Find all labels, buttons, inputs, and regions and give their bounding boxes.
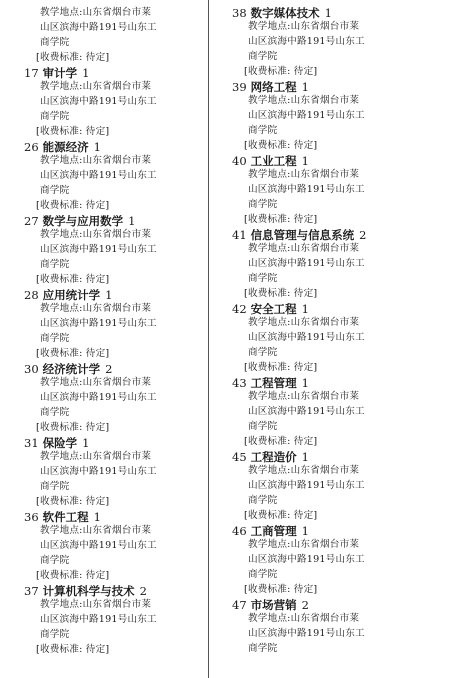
major-entry-heading bbox=[232, 6, 422, 20]
major-entry-heading bbox=[232, 80, 422, 94]
teaching-location-text: 教学地点:山东省烟台市莱 bbox=[40, 7, 152, 18]
enrollment-count: 2 bbox=[139, 584, 147, 598]
teaching-location-text: 山区滨海中路191号山东工 bbox=[248, 184, 365, 195]
major-entry bbox=[232, 598, 422, 657]
enrollment-count: 2 bbox=[301, 598, 309, 612]
enrollment-count: 1 bbox=[105, 288, 113, 302]
major-number: 45 bbox=[232, 450, 247, 464]
teaching-location-text: 商学院 bbox=[40, 481, 70, 492]
teaching-location-text: 教学地点:山东省烟台市莱 bbox=[40, 525, 152, 536]
major-name: 经济统计学 bbox=[42, 362, 101, 376]
enrollment-count: 1 bbox=[93, 510, 101, 524]
teaching-location-text: 山区滨海中路191号山东工 bbox=[40, 540, 157, 551]
major-entry bbox=[24, 214, 199, 288]
major-number: 28 bbox=[24, 288, 39, 302]
teaching-location-text: 山区滨海中路191号山东工 bbox=[40, 318, 157, 329]
teaching-location-text: 教学地点:山东省烟台市莱 bbox=[248, 613, 360, 624]
fee-standard-text: [收费标准: 待定] bbox=[36, 52, 110, 63]
teaching-location-text: 教学地点:山东省烟台市莱 bbox=[248, 169, 360, 180]
teaching-location-text: 山区滨海中路191号山东工 bbox=[248, 554, 365, 565]
teaching-location-text: 商学院 bbox=[248, 347, 278, 358]
fee-standard-text: [收费标准: 待定] bbox=[244, 288, 318, 299]
teaching-location-text: 商学院 bbox=[40, 555, 70, 566]
enrollment-count: 2 bbox=[359, 228, 367, 242]
fee-standard-text: [收费标准: 待定] bbox=[244, 214, 318, 225]
teaching-location-text: 教学地点:山东省烟台市莱 bbox=[248, 95, 360, 106]
left-column bbox=[24, 6, 199, 658]
fee-standard-text: [收费标准: 待定] bbox=[36, 422, 110, 433]
teaching-location-text: 商学院 bbox=[40, 407, 70, 418]
major-name: 安全工程 bbox=[250, 302, 297, 316]
teaching-location-text: 山区滨海中路191号山东工 bbox=[248, 628, 365, 639]
major-name: 数学与应用数学 bbox=[42, 214, 124, 228]
major-name: 计算机科学与技术 bbox=[42, 584, 135, 598]
major-entry-heading bbox=[24, 510, 199, 524]
major-entry bbox=[232, 228, 422, 302]
enrollment-count: 1 bbox=[93, 140, 101, 154]
major-number: 41 bbox=[232, 228, 247, 242]
major-entry-heading bbox=[232, 450, 422, 464]
major-name: 应用统计学 bbox=[42, 288, 101, 302]
major-name: 工程造价 bbox=[250, 450, 297, 464]
major-name: 工业工程 bbox=[250, 154, 297, 168]
teaching-location-text: 教学地点:山东省烟台市莱 bbox=[248, 21, 360, 32]
major-number: 40 bbox=[232, 154, 247, 168]
major-number: 37 bbox=[24, 584, 39, 598]
enrollment-count: 1 bbox=[82, 436, 90, 450]
teaching-location-text: 山区滨海中路191号山东工 bbox=[248, 36, 365, 47]
teaching-location-text: 教学地点:山东省烟台市莱 bbox=[40, 451, 152, 462]
enrollment-count: 1 bbox=[301, 302, 309, 316]
fee-standard-text: [收费标准: 待定] bbox=[244, 584, 318, 595]
major-entry bbox=[24, 584, 199, 658]
major-entry bbox=[232, 450, 422, 524]
major-number: 30 bbox=[24, 362, 39, 376]
teaching-location-text: 教学地点:山东省烟台市莱 bbox=[40, 81, 152, 92]
major-entry-heading bbox=[24, 140, 199, 154]
major-entry bbox=[24, 288, 199, 362]
major-name: 工程管理 bbox=[250, 376, 297, 390]
major-name: 数字媒体技术 bbox=[250, 6, 320, 20]
major-number: 42 bbox=[232, 302, 247, 316]
enrollment-count: 1 bbox=[301, 524, 309, 538]
major-number: 17 bbox=[24, 66, 39, 80]
teaching-location-text: 商学院 bbox=[248, 569, 278, 580]
major-name: 网络工程 bbox=[250, 80, 297, 94]
major-name: 市场营销 bbox=[250, 598, 297, 612]
teaching-location-text: 商学院 bbox=[248, 495, 278, 506]
teaching-location-text: 教学地点:山东省烟台市莱 bbox=[248, 391, 360, 402]
fee-standard-text: [收费标准: 待定] bbox=[36, 644, 110, 655]
fee-standard-text: [收费标准: 待定] bbox=[36, 200, 110, 211]
major-entry bbox=[24, 436, 199, 510]
major-entry bbox=[232, 524, 422, 598]
right-column bbox=[232, 6, 422, 657]
major-entry bbox=[24, 362, 199, 436]
major-name: 保险学 bbox=[42, 436, 78, 450]
enrollment-count: 1 bbox=[301, 450, 309, 464]
teaching-location-text: 山区滨海中路191号山东工 bbox=[248, 332, 365, 343]
fee-standard-text: [收费标准: 待定] bbox=[244, 66, 318, 77]
enrollment-count: 1 bbox=[82, 66, 90, 80]
column-divider bbox=[208, 0, 209, 678]
major-entry bbox=[24, 66, 199, 140]
teaching-location-text: 商学院 bbox=[248, 643, 278, 654]
major-entry-heading bbox=[24, 436, 199, 450]
teaching-location-text: 山区滨海中路191号山东工 bbox=[248, 258, 365, 269]
major-entry-heading bbox=[24, 66, 199, 80]
enrollment-count: 1 bbox=[324, 6, 332, 20]
major-name: 软件工程 bbox=[42, 510, 89, 524]
major-entry bbox=[232, 80, 422, 154]
major-entry bbox=[232, 376, 422, 450]
enrollment-count: 2 bbox=[105, 362, 113, 376]
major-entry bbox=[24, 510, 199, 584]
enrollment-count: 1 bbox=[301, 80, 309, 94]
fee-standard-text: [收费标准: 待定] bbox=[36, 570, 110, 581]
major-entry-heading bbox=[232, 598, 422, 612]
teaching-location-text: 山区滨海中路191号山东工 bbox=[248, 406, 365, 417]
teaching-location-text: 商学院 bbox=[40, 629, 70, 640]
teaching-location-text: 商学院 bbox=[40, 333, 70, 344]
teaching-location-text: 教学地点:山东省烟台市莱 bbox=[40, 599, 152, 610]
teaching-location-text: 商学院 bbox=[248, 125, 278, 136]
teaching-location-text: 山区滨海中路191号山东工 bbox=[40, 22, 157, 33]
major-number: 27 bbox=[24, 214, 39, 228]
major-number: 38 bbox=[232, 6, 247, 20]
major-entry-heading bbox=[232, 376, 422, 390]
major-name: 信息管理与信息系统 bbox=[250, 228, 355, 242]
major-entry-heading bbox=[232, 154, 422, 168]
major-entry-heading bbox=[232, 302, 422, 316]
major-number: 36 bbox=[24, 510, 39, 524]
major-number: 47 bbox=[232, 598, 247, 612]
major-entry-heading bbox=[232, 228, 422, 242]
major-entry-heading bbox=[232, 524, 422, 538]
fee-standard-text: [收费标准: 待定] bbox=[36, 496, 110, 507]
teaching-location-text: 山区滨海中路191号山东工 bbox=[40, 466, 157, 477]
teaching-location-text: 教学地点:山东省烟台市莱 bbox=[248, 317, 360, 328]
major-number: 46 bbox=[232, 524, 247, 538]
major-number: 39 bbox=[232, 80, 247, 94]
major-entry-heading bbox=[24, 214, 199, 228]
teaching-location-text: 山区滨海中路191号山东工 bbox=[248, 480, 365, 491]
teaching-location-text: 教学地点:山东省烟台市莱 bbox=[248, 539, 360, 550]
fee-standard-text: [收费标准: 待定] bbox=[244, 140, 318, 151]
teaching-location-text: 商学院 bbox=[40, 37, 70, 48]
major-entry bbox=[232, 154, 422, 228]
teaching-location-text: 教学地点:山东省烟台市莱 bbox=[40, 155, 152, 166]
teaching-location-text: 商学院 bbox=[248, 199, 278, 210]
teaching-location-text: 商学院 bbox=[248, 421, 278, 432]
major-number: 31 bbox=[24, 436, 39, 450]
fee-standard-text: [收费标准: 待定] bbox=[244, 510, 318, 521]
teaching-location-text: 山区滨海中路191号山东工 bbox=[40, 96, 157, 107]
major-entry bbox=[24, 6, 199, 66]
teaching-location-text: 教学地点:山东省烟台市莱 bbox=[40, 377, 152, 388]
fee-standard-text: [收费标准: 待定] bbox=[36, 126, 110, 137]
major-entry-heading bbox=[24, 288, 199, 302]
enrollment-count: 1 bbox=[128, 214, 136, 228]
enrollment-count: 1 bbox=[301, 154, 309, 168]
major-name: 工商管理 bbox=[250, 524, 297, 538]
major-name: 能源经济 bbox=[42, 140, 89, 154]
major-name: 审计学 bbox=[42, 66, 78, 80]
teaching-location-text: 商学院 bbox=[248, 273, 278, 284]
major-entry bbox=[232, 302, 422, 376]
teaching-location-text: 山区滨海中路191号山东工 bbox=[40, 244, 157, 255]
teaching-location-text: 山区滨海中路191号山东工 bbox=[40, 170, 157, 181]
major-entry-heading bbox=[24, 584, 199, 598]
fee-standard-text: [收费标准: 待定] bbox=[244, 362, 318, 373]
teaching-location-text: 商学院 bbox=[248, 51, 278, 62]
fee-standard-text: [收费标准: 待定] bbox=[244, 436, 318, 447]
teaching-location-text: 教学地点:山东省烟台市莱 bbox=[248, 243, 360, 254]
enrollment-count: 1 bbox=[301, 376, 309, 390]
major-number: 43 bbox=[232, 376, 247, 390]
teaching-location-text: 山区滨海中路191号山东工 bbox=[248, 110, 365, 121]
fee-standard-text: [收费标准: 待定] bbox=[36, 274, 110, 285]
major-number: 26 bbox=[24, 140, 39, 154]
teaching-location-text: 山区滨海中路191号山东工 bbox=[40, 392, 157, 403]
teaching-location-text: 山区滨海中路191号山东工 bbox=[40, 614, 157, 625]
teaching-location-text: 商学院 bbox=[40, 111, 70, 122]
teaching-location-text: 教学地点:山东省烟台市莱 bbox=[40, 303, 152, 314]
teaching-location-text: 教学地点:山东省烟台市莱 bbox=[248, 465, 360, 476]
fee-standard-text: [收费标准: 待定] bbox=[36, 348, 110, 359]
teaching-location-text: 商学院 bbox=[40, 185, 70, 196]
teaching-location-text: 教学地点:山东省烟台市莱 bbox=[40, 229, 152, 240]
major-entry bbox=[232, 6, 422, 80]
major-entry-heading bbox=[24, 362, 199, 376]
teaching-location-text: 商学院 bbox=[40, 259, 70, 270]
major-entry bbox=[24, 140, 199, 214]
